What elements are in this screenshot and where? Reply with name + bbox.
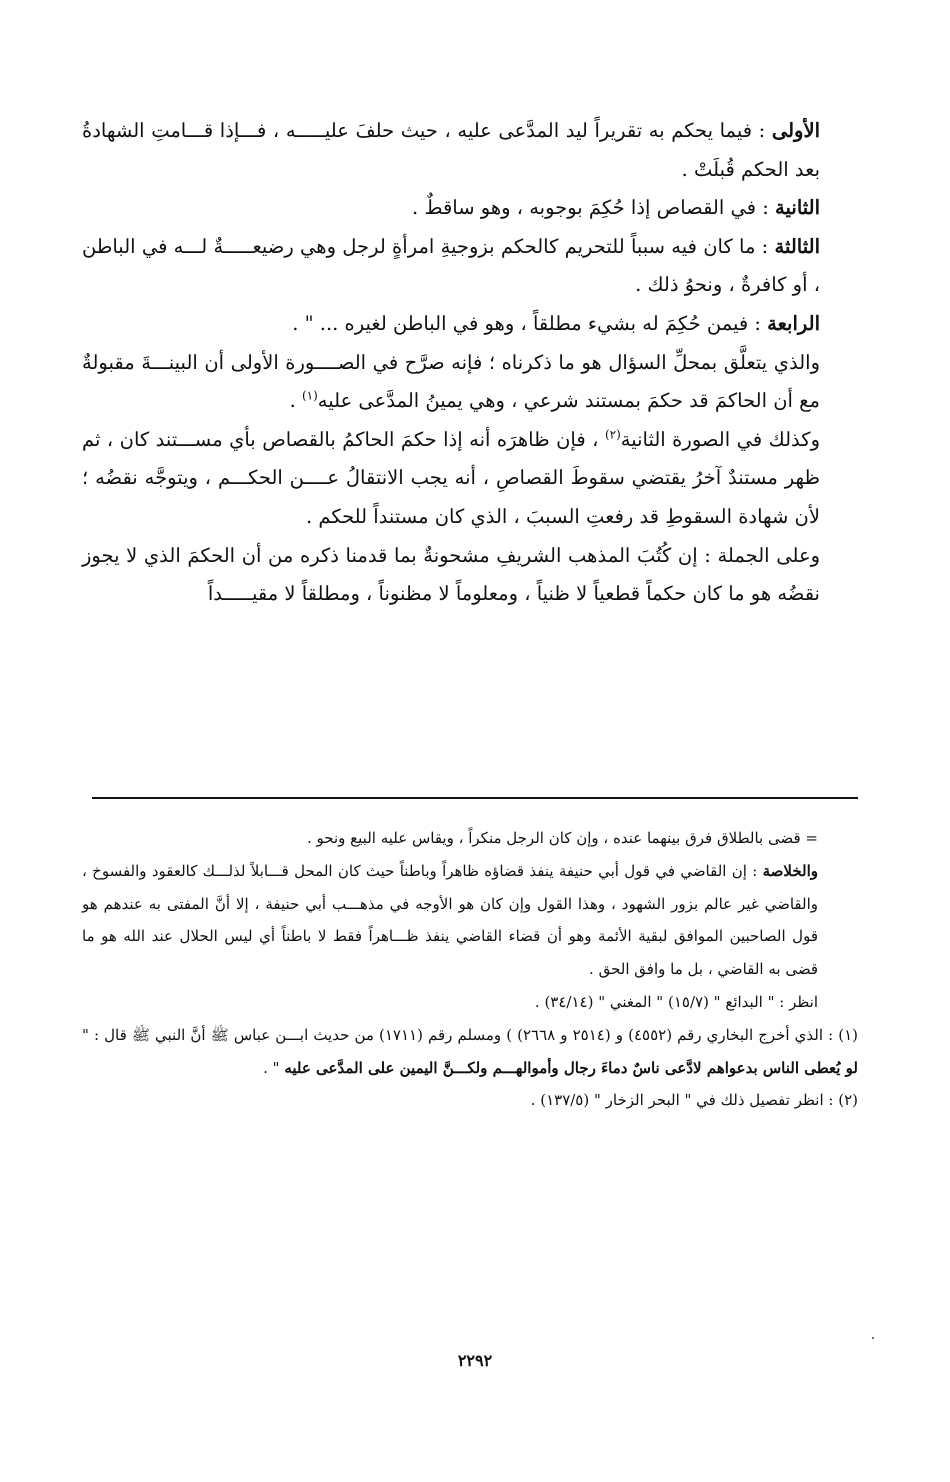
note-text: : إن القاضي في قول أبي حنيفة ينفذ قضاؤه ظاهراً وباطناً حيث كان المحل قـــابلاً لذلـــك كالعقود والفسوخ ، والقاضي غير عالم بزور الشهود ، وهذا القول وإن كان هو الأوجه في مذهـــب أبي حنيفة ، إلا أنَّ المفتى به عندهم هو قول الصاحبين الموافق لبقية الأئمة وهو أن قضاء القاضي ينفذ ظـــاهراً فقط لا باطناً أي ليس الحلال عند الله هو ما قضى به القاضي ، بل ما وافق الحق . xyxy=(82,861,818,979)
note-keyword: والخلاصة xyxy=(762,861,818,880)
paragraph-text: : فيما يحكم به تقريراً ليد المدَّعى عليه ، حيث حلفَ عليـــــه ، فـــإذا قـــامتِ الشهادةُ بعد الحكم قُبلَتْ . xyxy=(82,119,820,181)
keyword-first: الأولى xyxy=(771,119,820,142)
paragraph-text: . xyxy=(289,389,302,413)
footnote-text: (٢) : انظر تفصيل ذلك في " البحر الزخار " (١٣٧/٥) . xyxy=(530,1091,858,1110)
note-text: انظر : " البدائع " (١٥/٧) " المغني " (٣٤/١٤) . xyxy=(534,992,818,1011)
footnote-divider xyxy=(92,797,858,799)
paragraph-likewise xyxy=(82,421,858,537)
paragraph-third xyxy=(82,228,858,305)
paragraph-first xyxy=(82,112,858,189)
note-conclusion xyxy=(82,855,858,986)
continuation-mark: = xyxy=(805,829,818,847)
paragraph-text: وعلى الجملة : إن كُتُبَ المذهب الشريفِ مشحونةٌ بما قدمنا ذكره من أن الحكمَ الذي لا يجوز نقضُه هو ما كان حكماً قطعياً لا ظنياً ، ومعلوماً لا مظنوناً ، ومطلقاً لا مقيـــــداً xyxy=(82,543,820,606)
footnote-1 xyxy=(82,1019,858,1085)
paragraph-text: : فيمن حُكِمَ له بشيء مطلقاً ، وهو في الباطن لغيره ... " . xyxy=(292,311,768,335)
paragraph-text: والذي يتعلَّق بمحلِّ السؤال هو ما ذكرناه ؛ فإنه صرَّح في الصــــورة الأولى أن البينـــةَ مقبولةٌ مع أن الحاكمَ قد حكمَ بمستند شرعي ، وهي يمينُ المدَّعى عليه xyxy=(82,350,820,413)
keyword-third: الثالثة xyxy=(774,234,820,258)
paragraph-second xyxy=(82,189,858,228)
paragraph-text: وكذلك في الصورة الثانية xyxy=(620,427,820,451)
footnote-ref-1[interactable]: (١) xyxy=(301,388,318,403)
hadith-quote: لو يُعطى الناس بدعواهم لادَّعى ناسٌ دماءَ رجال وأموالهـــم ولكـــنَّ اليمين على المدَّعى عليه xyxy=(284,1058,858,1077)
note-reference xyxy=(82,986,858,1019)
paragraph-summary xyxy=(82,537,858,614)
paragraph-text: : ما كان فيه سبباً للتحريم كالحكم بزوجيةِ امرأةٍ لرجل وهي رضيعـــــةٌ لـــه في الباطن ، أو كافرةٌ ، ونحوُ ذلك . xyxy=(82,234,820,297)
paragraph-text: : في القصاص إذا حُكِمَ بوجوبه ، وهو ساقطٌ . xyxy=(412,196,776,220)
main-text xyxy=(82,112,858,614)
footnotes xyxy=(82,822,858,1117)
paragraph-text: ، فإن ظاهرَه أنه إذا حكمَ الحاكمُ بالقصاص بأي مســـتند كان ، ثم ظهر مستندٌ آخرُ يقتضي سقوطَ القصاصِ ، أنه يجب الانتقالُ عــــن الحكـــم ، ويتوجَّه نقضُه ؛ لأن شهادة السقوطِ قد رفعتِ السببَ ، الذي كان مستنداً للحكم . xyxy=(82,427,820,528)
keyword-fourth: الرابعة xyxy=(767,311,820,335)
note-continuation xyxy=(82,822,858,855)
footnote-text: " . xyxy=(263,1058,285,1077)
page-number: ٢٢٩٢ xyxy=(457,1351,493,1370)
footnote-2 xyxy=(82,1084,858,1117)
paragraph-fourth xyxy=(82,305,858,344)
paragraph-question xyxy=(82,344,858,421)
footnote-ref-2[interactable]: (٢) xyxy=(604,427,621,442)
note-text: قضى بالطلاق فرق بينهما عنده ، وإن كان الرجل منكراً ، ويقاس عليه البيع ونحو . xyxy=(307,829,806,847)
keyword-second: الثانية xyxy=(775,196,820,220)
footnote-text: (١) : الذي أخرج البخاري رقم (٤٥٥٢) و (٢٥١٤ و ٢٦٦٨) ) ومسلم رقم (١٧١١) من حديث ابـــن عباس ﷺ أنَّ النبي ﷺ قال : " xyxy=(82,1025,859,1044)
scan-speck xyxy=(872,1337,874,1339)
